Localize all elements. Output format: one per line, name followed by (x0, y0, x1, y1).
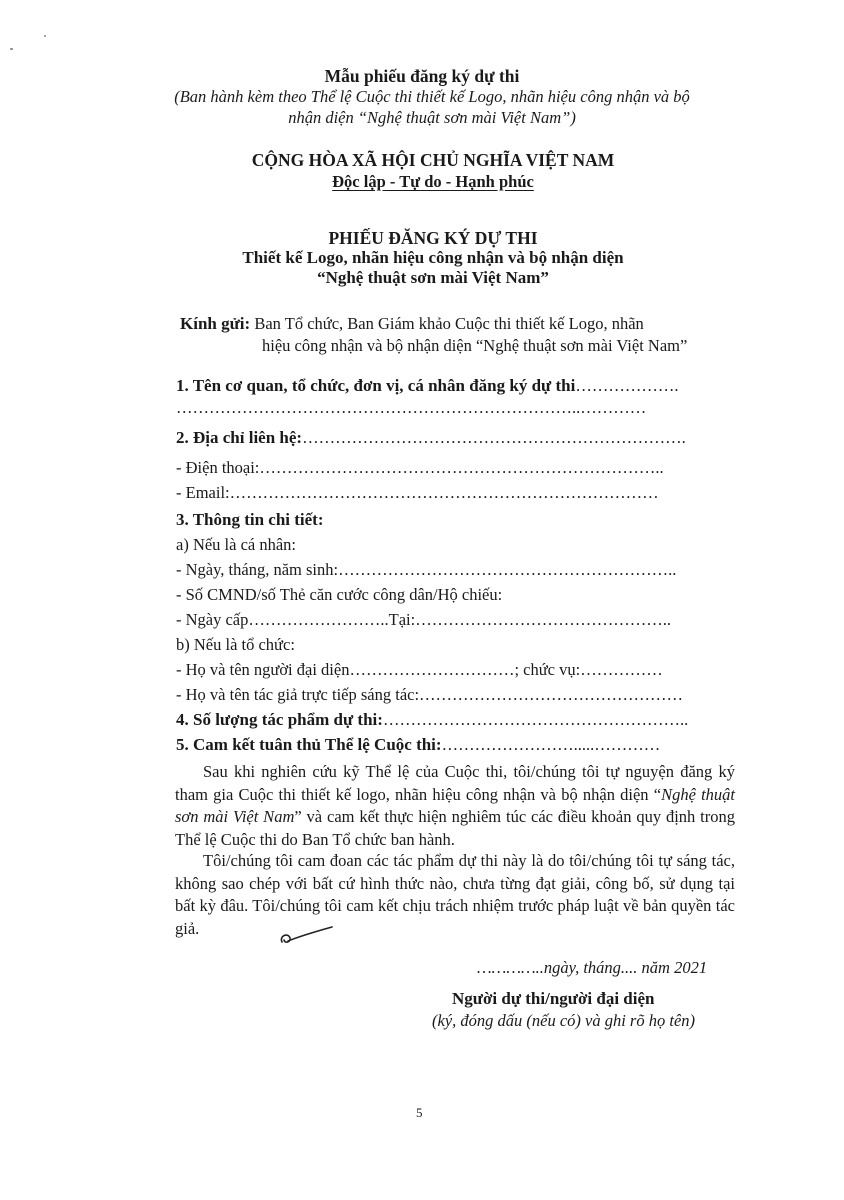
section-4-label: 4. Số lượng tác phẩm dự thi: (176, 710, 383, 729)
dob-field: - Ngày, tháng, năm sinh:…………………………………………………….. (176, 560, 677, 579)
section-5-label: 5. Cam kết tuân thủ Thể lệ Cuộc thi: (176, 735, 442, 754)
motto-line (0, 172, 844, 192)
scan-speck (10, 48, 13, 50)
id-card-field: - Số CMND/số Thẻ căn cước công dân/Hộ chiếu: (176, 585, 503, 604)
email-field: - Email:…………………………………………………………………… (176, 483, 659, 502)
commitment-p1-end: ” và cam kết thực hiện nghiêm túc các điều khoản quy định trong Thể lệ Cuộc thi do Ban Tổ chức ban hành. (175, 807, 735, 849)
addressee-label: Kính gửi: (180, 314, 251, 333)
addressee-line-1 (180, 313, 644, 335)
scan-speck (44, 35, 46, 37)
form-title: Mẫu phiếu đăng ký dự thi (324, 66, 520, 86)
signature-mark (276, 924, 336, 954)
page-number: 5 (416, 1105, 423, 1120)
commitment-p1-start: Sau khi nghiên cứu kỹ Thể lệ của Cuộc thi, tôi/chúng tôi tự nguyện đăng ký tham gia Cuộc thi thiết kế logo, nhãn hiệu công nhận và bộ nhận diện “ (175, 762, 735, 804)
section-1-line (176, 375, 678, 397)
section-1-dots: ………………. (575, 376, 679, 395)
individual-label: a) Nếu là cá nhân: (176, 535, 297, 554)
section-4-line (176, 709, 688, 731)
form-note-line-1: (Ban hành kèm theo Thể lệ Cuộc thi thiết kế Logo, nhãn hiệu công nhận và bộ (174, 87, 690, 106)
document-subtitle-2: “Nghệ thuật sơn mài Việt Nam” (317, 268, 549, 287)
issue-date-place-field: - Ngày cấp……………………..Tại:……………………………………….. (176, 610, 671, 629)
signer-title: Người dự thi/người đại diện (452, 989, 655, 1008)
section-1-continuation: ………………………………………………………………..………… (176, 398, 647, 417)
signer-note: (ký, đóng dấu (nếu có) và ghi rõ họ tên) (432, 1011, 696, 1030)
addressee-text-1: Ban Tổ chức, Ban Giám khảo Cuộc thi thiết kế Logo, nhãn (250, 314, 644, 333)
commitment-paragraph-2: Tôi/chúng tôi cam đoan các tác phẩm dự thi này là do tôi/chúng tôi tự sáng tác, không sao chép với bất cứ hình thức nào, chưa từng đạt giải, công bố, sử dụng tại bất kỳ đâu. Tôi/chúng tôi cam kết chịu trách nhiệm trước pháp luật về bản quyền tác giả. (175, 851, 735, 938)
addressee-line-2: hiệu công nhận và bộ nhận diện “Nghệ thuật sơn mài Việt Nam” (262, 336, 688, 355)
section-4-dots: ……………………………………………….. (382, 710, 689, 729)
section-5-dots: …………………….....………… (441, 735, 661, 754)
representative-field: - Họ và tên người đại diện…………………………; chức vụ:…………… (176, 660, 663, 679)
nation-heading: CỘNG HÒA XÃ HỘI CHỦ NGHĨA VIỆT NAM (251, 150, 615, 170)
commitment-p1-italic: Nghệ thuật sơn mài Việt Nam (175, 784, 735, 826)
section-2-label: 2. Địa chỉ liên hệ: (176, 428, 303, 447)
author-field: - Họ và tên tác giả trực tiếp sáng tác:………………………………………… (176, 685, 684, 704)
commitment-paragraph-1 (175, 761, 735, 851)
motto: Độc lập - Tự do - Hạnh phúc (332, 172, 534, 191)
section-5-line (176, 734, 660, 756)
section-3-label: 3. Thông tin chi tiết: (176, 510, 324, 529)
section-1-label: 1. Tên cơ quan, tổ chức, đơn vị, cá nhân đăng ký dự thi (176, 376, 576, 395)
section-2-line (176, 427, 686, 449)
document-subtitle-1: Thiết kế Logo, nhãn hiệu công nhận và bộ nhận diện (242, 248, 624, 267)
form-note-line-2: nhận diện “Nghệ thuật sơn mài Việt Nam”) (288, 108, 576, 127)
section-2-dots: ……………………………………………………………. (302, 428, 686, 447)
phone-field: - Điện thoại:……………………………………………………………….. (176, 458, 664, 477)
organization-label: b) Nếu là tổ chức: (176, 635, 295, 654)
document-title: PHIẾU ĐĂNG KÝ DỰ THI (328, 228, 538, 248)
date-line: …………..ngày, tháng.... năm 2021 (477, 958, 708, 977)
